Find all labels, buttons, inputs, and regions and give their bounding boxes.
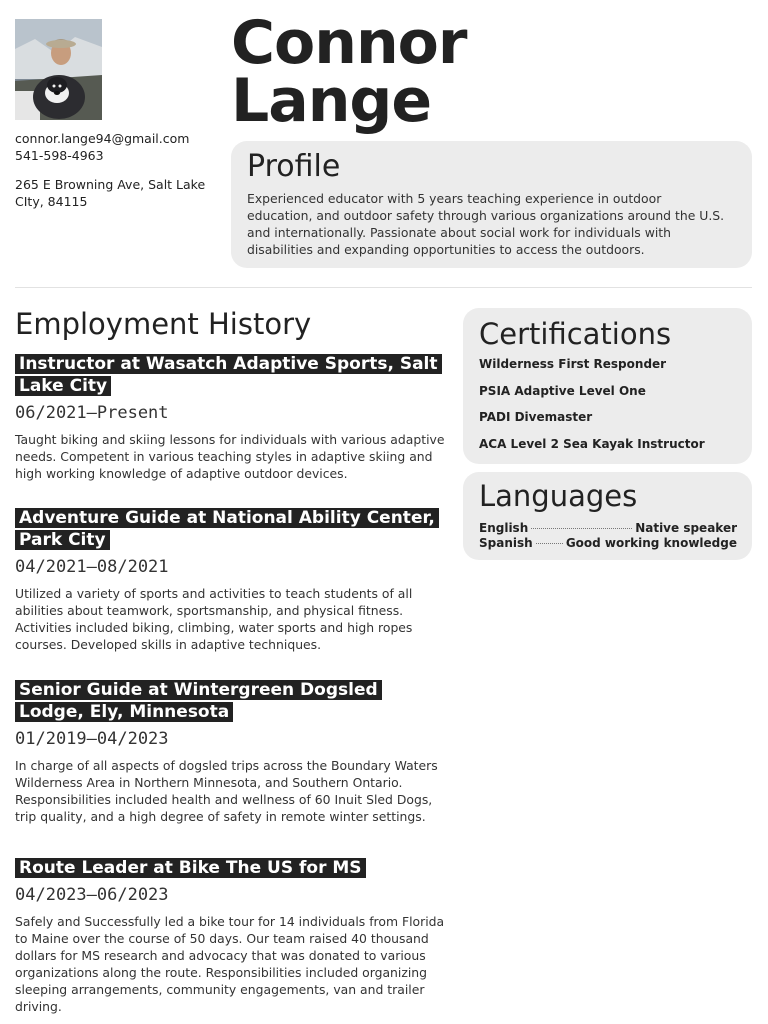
job-entry — [15, 857, 445, 1015]
employment-heading: Employment History — [15, 307, 312, 341]
job-description: Safely and Successfully led a bike tour for 14 individuals from Florida to Maine over the course of 50 days. Our team raised 40 thousand dollars for MS research and advocacy that was donated to various organizations along the route. Responsibilities included organizing sleeping arrangements, community engagements, van and trailer driving. — [15, 914, 445, 1014]
job-entry — [15, 679, 445, 825]
contact-info — [15, 130, 215, 210]
job-description: Taught biking and skiing lessons for individuals with various adaptive needs. Competent in various teaching styles in adaptive skiing and high working knowledge of adaptive outdoor devices. — [15, 432, 445, 481]
job-entry — [15, 353, 445, 482]
certifications-section — [463, 308, 752, 464]
languages-section — [463, 472, 752, 560]
email: connor.lange94@gmail.com — [15, 131, 190, 146]
certification-item: PADI Divemaster — [479, 410, 593, 424]
job-title: Instructor at Wasatch Adaptive Sports, Salt Lake City — [15, 353, 445, 397]
full-name — [231, 8, 467, 136]
first-name: Connor — [231, 8, 467, 78]
language-level: Good working knowledge — [565, 536, 737, 550]
job-dates: 04/2021—08/2021 — [15, 557, 169, 577]
profile-photo-image — [15, 19, 102, 120]
job-entry — [15, 507, 445, 653]
certification-item: ACA Level 2 Sea Kayak Instructor — [479, 436, 705, 451]
leader-dots — [536, 543, 563, 544]
certification-item: Wilderness First Responder — [479, 357, 667, 371]
certification-item: PSIA Adaptive Level One — [479, 383, 646, 398]
last-name: Lange — [231, 66, 432, 136]
leader-dots — [531, 528, 632, 529]
job-title: Senior Guide at Wintergreen Dogsled Lodge, Ely, Minnesota — [15, 679, 445, 723]
language-name: Spanish — [479, 536, 533, 550]
phone: 541-598-4963 — [15, 148, 104, 163]
address: 265 E Browning Ave, Salt Lake CIty, 84115 — [15, 177, 206, 209]
profile-text: Experienced educator with 5 years teaching experience in outdoor education, and outdoor safety through various organizations around the U.S. and internationally. Passionate about social work for individuals with disabilities and expanding opportunities to access the outdoors. — [247, 191, 725, 257]
job-dates: 06/2021—Present — [15, 403, 169, 423]
section-divider — [15, 287, 752, 288]
job-description: Utilized a variety of sports and activities to teach students of all abilities about teamwork, sportsmanship, and physical fitness. Activities included biking, climbing, water sports and high ropes courses. Developed skills in adaptive techniques. — [15, 586, 413, 652]
job-title: Adventure Guide at National Ability Center, Park City — [15, 507, 445, 551]
language-row — [479, 521, 737, 536]
profile-heading: Profile — [247, 149, 341, 184]
language-name: English — [479, 521, 529, 535]
language-level: Native speaker — [635, 521, 737, 535]
job-dates: 04/2023—06/2023 — [15, 885, 169, 905]
languages-heading: Languages — [479, 479, 638, 513]
job-dates: 01/2019—04/2023 — [15, 729, 169, 749]
language-row — [479, 536, 737, 551]
certifications-heading: Certifications — [479, 317, 672, 351]
profile-photo — [15, 19, 102, 120]
profile-section — [231, 141, 752, 268]
job-description: In charge of all aspects of dogsled trips across the Boundary Waters Wilderness Area in Northern Minnesota, and Southern Ontario. Responsibilities included health and wellness of 60 Inuit Sled Dogs, trip quality, and a high degree of safety in remote winter settings. — [15, 758, 438, 824]
job-title: Route Leader at Bike The US for MS — [15, 857, 445, 879]
certifications-list — [479, 356, 705, 462]
